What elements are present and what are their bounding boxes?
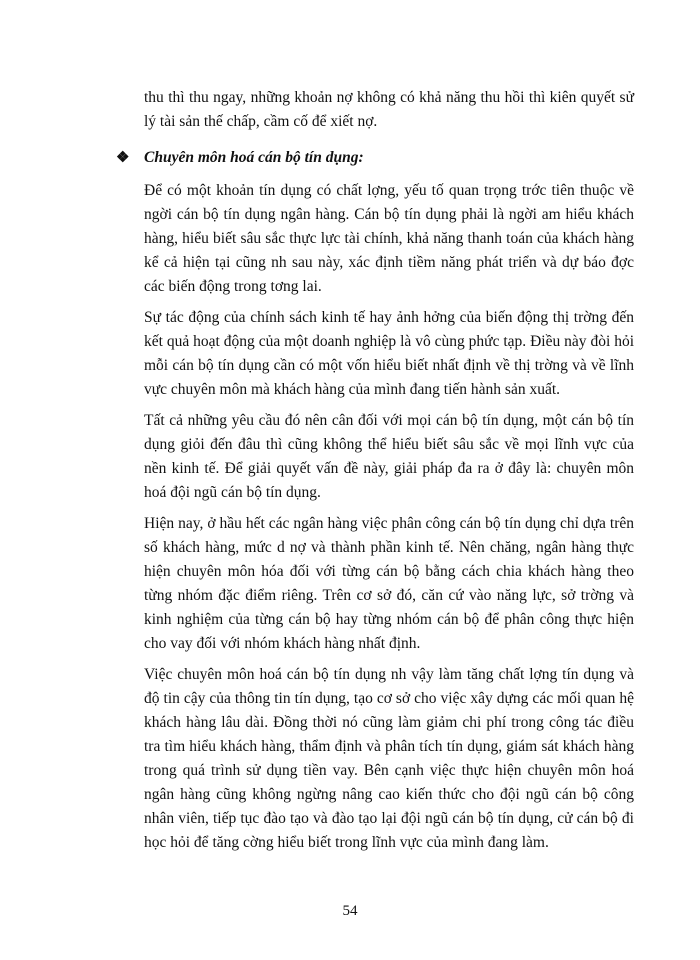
page-number: 54 xyxy=(342,903,358,919)
section-heading-text: Chuyên môn hoá cán bộ tín dụng: xyxy=(144,149,364,166)
paragraph-continuation: thu thì thu ngay, những khoản nợ không có khả năng thu hồi thì kiên quyết sử lý tài sản thế chấp, cầm cố để xiết nợ. xyxy=(144,89,634,130)
paragraph: Hiện nay, ở hầu hết các ngân hàng việc phân công cán bộ tín dụng chỉ dựa trên số khách hàng, mức d nợ và thành phần kinh tế. Nên chăng, ngân hàng thực hiện chuyên môn hóa đối với từng cán bộ bằng cách chia khách hàng theo từng nhóm đặc điểm riêng. Trên cơ sở đó, căn cứ vào năng lực, sở trờng và kinh nghiệm của từng cán bộ hay từng nhóm cán bộ để phân công thực hiện cho vay đối với nhóm khách hàng nhất định. xyxy=(144,515,634,652)
section-heading xyxy=(116,146,634,170)
paragraph: Sự tác động của chính sách kinh tế hay ảnh hởng của biến động thị trờng đến kết quả hoạt động của một doanh nghiệp là vô cùng phức tạp. Điều này đòi hỏi mỗi cán bộ tín dụng cần có một vốn hiểu biết nhất định về thị trờng và về lĩnh vực chuyên môn mà khách hàng của mình đang tiến hành sản xuất. xyxy=(144,309,634,398)
diamond-bullet-icon: ❖ xyxy=(116,150,130,166)
paragraph: Để có một khoản tín dụng có chất lợng, yếu tố quan trọng trớc tiên thuộc về ngời cán bộ tín dụng ngân hàng. Cán bộ tín dụng phải là ngời am hiểu khách hàng, hiểu biết sâu sắc thực lực tài chính, khả năng thanh toán của khách hàng kể cả hiện tại cũng nh sau này, xác định tiềm năng phát triển và dự báo đợc các biến động trong tơng lai. xyxy=(144,182,634,295)
page-body xyxy=(116,86,634,862)
paragraph: Việc chuyên môn hoá cán bộ tín dụng nh vậy làm tăng chất lợng tín dụng và độ tin cậy của thông tin tín dụng, tạo cơ sở cho việc xây dựng các mối quan hệ khách hàng lâu dài. Đồng thời nó cũng làm giảm chi phí trong công tác điều tra tìm hiểu khách hàng, thẩm định và phân tích tín dụng, giám sát khách hàng trong quá trình sử dụng tiền vay. Bên cạnh việc thực hiện chuyên môn hoá ngân hàng cũng không ngừng nâng cao kiến thức cho đội ngũ cán bộ công nhân viên, tiếp tục đào tạo và đào tạo lại đội ngũ cán bộ tín dụng, cử cán bộ đi học hỏi để tăng cờng hiểu biết trong lĩnh vực của mình đang làm. xyxy=(144,666,634,851)
paragraph: Tất cả những yêu cầu đó nên cân đối với mọi cán bộ tín dụng, một cán bộ tín dụng giỏi đến đâu thì cũng không thể hiểu biết sâu sắc về mọi lĩnh vực của nền kinh tế. Để giải quyết vấn đề này, giải pháp đa ra ở đây là: chuyên môn hoá đội ngũ cán bộ tín dụng. xyxy=(144,412,634,501)
